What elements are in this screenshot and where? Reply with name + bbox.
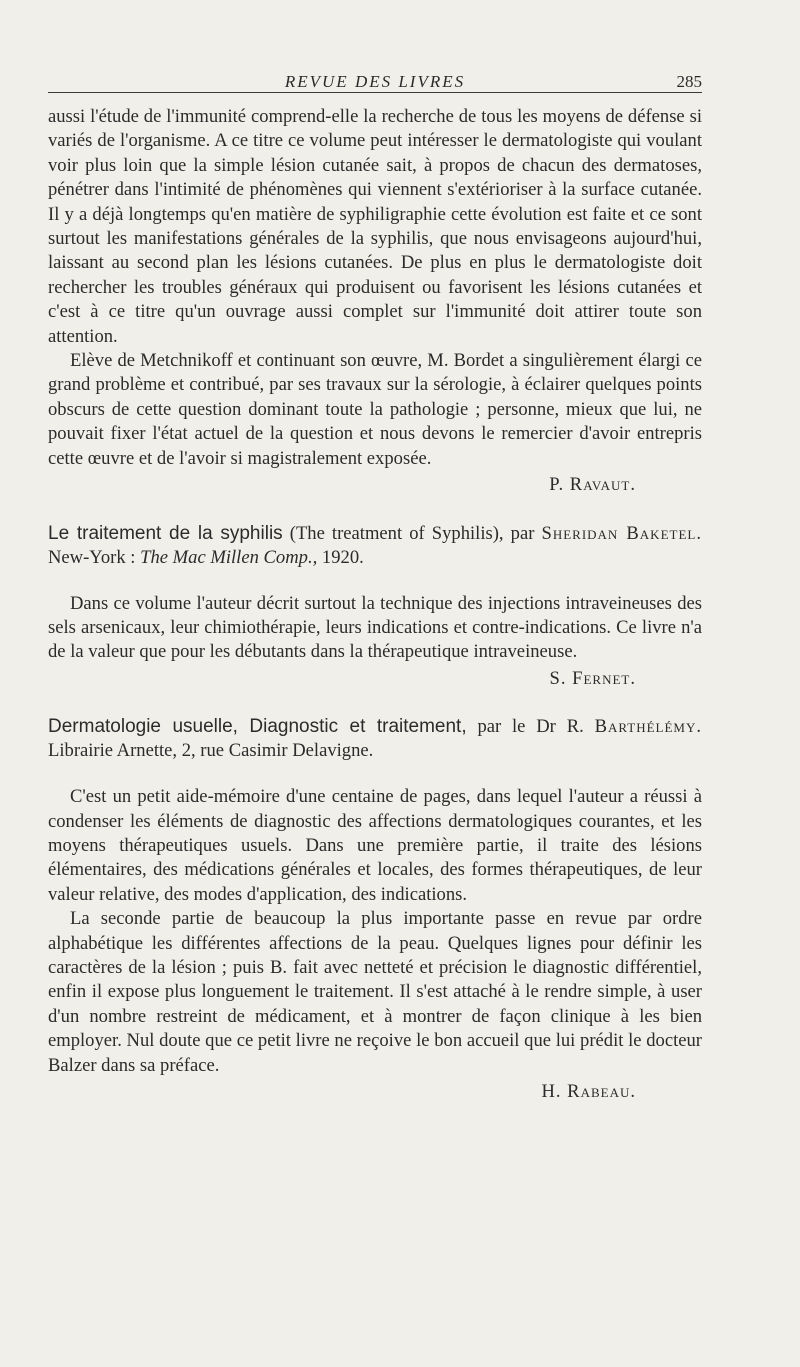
review-traitement-syphilis: [48, 522, 702, 692]
review3-book-title: Dermatologie usuelle, Diagnostic et traitement,: [48, 716, 467, 738]
review2-heading: [48, 522, 702, 570]
review3-publisher: Librairie Arnette, 2, rue Casimir Delavigne.: [48, 740, 374, 762]
page-number: 285: [676, 72, 702, 91]
review3-paragraph-2: La seconde partie de beaucoup la plus importante passe en revue par ordre alphabétique les différentes affections de la peau. Quelques lignes pour définir les caractères de la lésion ; puis B. fait avec netteté et précision le diagnostic différentiel, enfin il expose plus longuement le traitement. Il s'est attaché à le rendre simple, à user d'un nombre restreint de médicament, et à montrer de façon clinique à les bien employer. Nul doute que ce petit livre ne reçoive le bon accueil que lui prédit le docteur Balzer dans sa préface.: [48, 908, 702, 1076]
review3-paragraph-1: C'est un petit aide-mémoire d'une centaine de pages, dans lequel l'auteur a réussi à condenser les éléments de diagnostic des affections dermatologiques courantes, et les moyens thérapeutiques usuels. Dans une première partie, il traite des lésions élémentaires, des médications générales et locales, des formes thérapeutiques, de leur valeur relative, des modes d'application, des indications.: [48, 786, 702, 905]
review3-author-prefix: par le: [477, 716, 526, 738]
review2-paragraph-1: Dans ce volume l'auteur décrit surtout la technique des injections intraveineuses des sels arsenicaux, leur chimiothérapie, leurs indications et contre-indications. Ce livre n'a de la valeur que pour les débutants dans la thérapeutique intraveineuse.: [48, 592, 702, 663]
review-immunite: [48, 105, 702, 498]
review1-paragraph-2: Elève de Metchnikoff et continuant son œuvre, M. Bordet a singulièrement élargi ce grand problème et contribué, par ses travaux sur la sérologie, à éclairer quelques points obscurs de cette question dominant toute la pathologie ; personne, mieux que lui, ne pouvait fixer l'état actuel de la question et nous devons le remercier d'avoir entrepris cette œuvre et de l'avoir si magistralement exposée.: [48, 350, 702, 469]
review2-publisher: The Mac Millen Comp.,: [140, 546, 318, 568]
review2-signature: S. Fernet.: [549, 667, 636, 689]
journal-page: [48, 66, 702, 1104]
review3-signature: H. Rabeau.: [541, 1081, 636, 1102]
review1-paragraph-1: aussi l'étude de l'immunité comprend-elle la recherche de tous les moyens de défense si variés de l'organisme. A ce titre ce volume peut intéresser le dermatologiste qui voulant voir plus loin que la simple lésion cutanée sait, à propos de chacun des dermatoses, pénétrer dans l'intimité de phénomènes qui viennent s'extérioriser à la surface cutanée. Il y a déjà longtemps qu'en matière de syphiligraphie cette évolution est faite et ce sont surtout les manifestations générales de la syphilis, que nous envisageons aujourd'hui, laissant au second plan les lésions cutanées. De plus en plus le dermatologiste doit rechercher les troubles généraux qui produisent ou favorisent les lésions cutanées et c'est à ce titre qu'un ouvrage aussi complet sur l'immunité doit attirer toute son attention.: [48, 106, 702, 347]
review-dermatologie-usuelle: [48, 715, 702, 1104]
review2-publisher-place: New-York :: [48, 546, 136, 568]
review1-signature: P. Ravaut.: [549, 474, 636, 496]
running-title: REVUE DES LIVRES: [284, 72, 466, 91]
review3-heading: [48, 715, 702, 763]
review2-subtitle: (The treatment of Syphilis), par: [289, 522, 535, 544]
review2-year: 1920.: [321, 546, 364, 568]
review2-book-title: Le traitement de la syphilis: [48, 522, 283, 544]
review2-author: Sheridan Baketel.: [541, 522, 702, 544]
review3-author: Barthélémy.: [594, 716, 703, 738]
review3-doctor: Dr R.: [536, 716, 584, 738]
running-header: [48, 66, 702, 93]
